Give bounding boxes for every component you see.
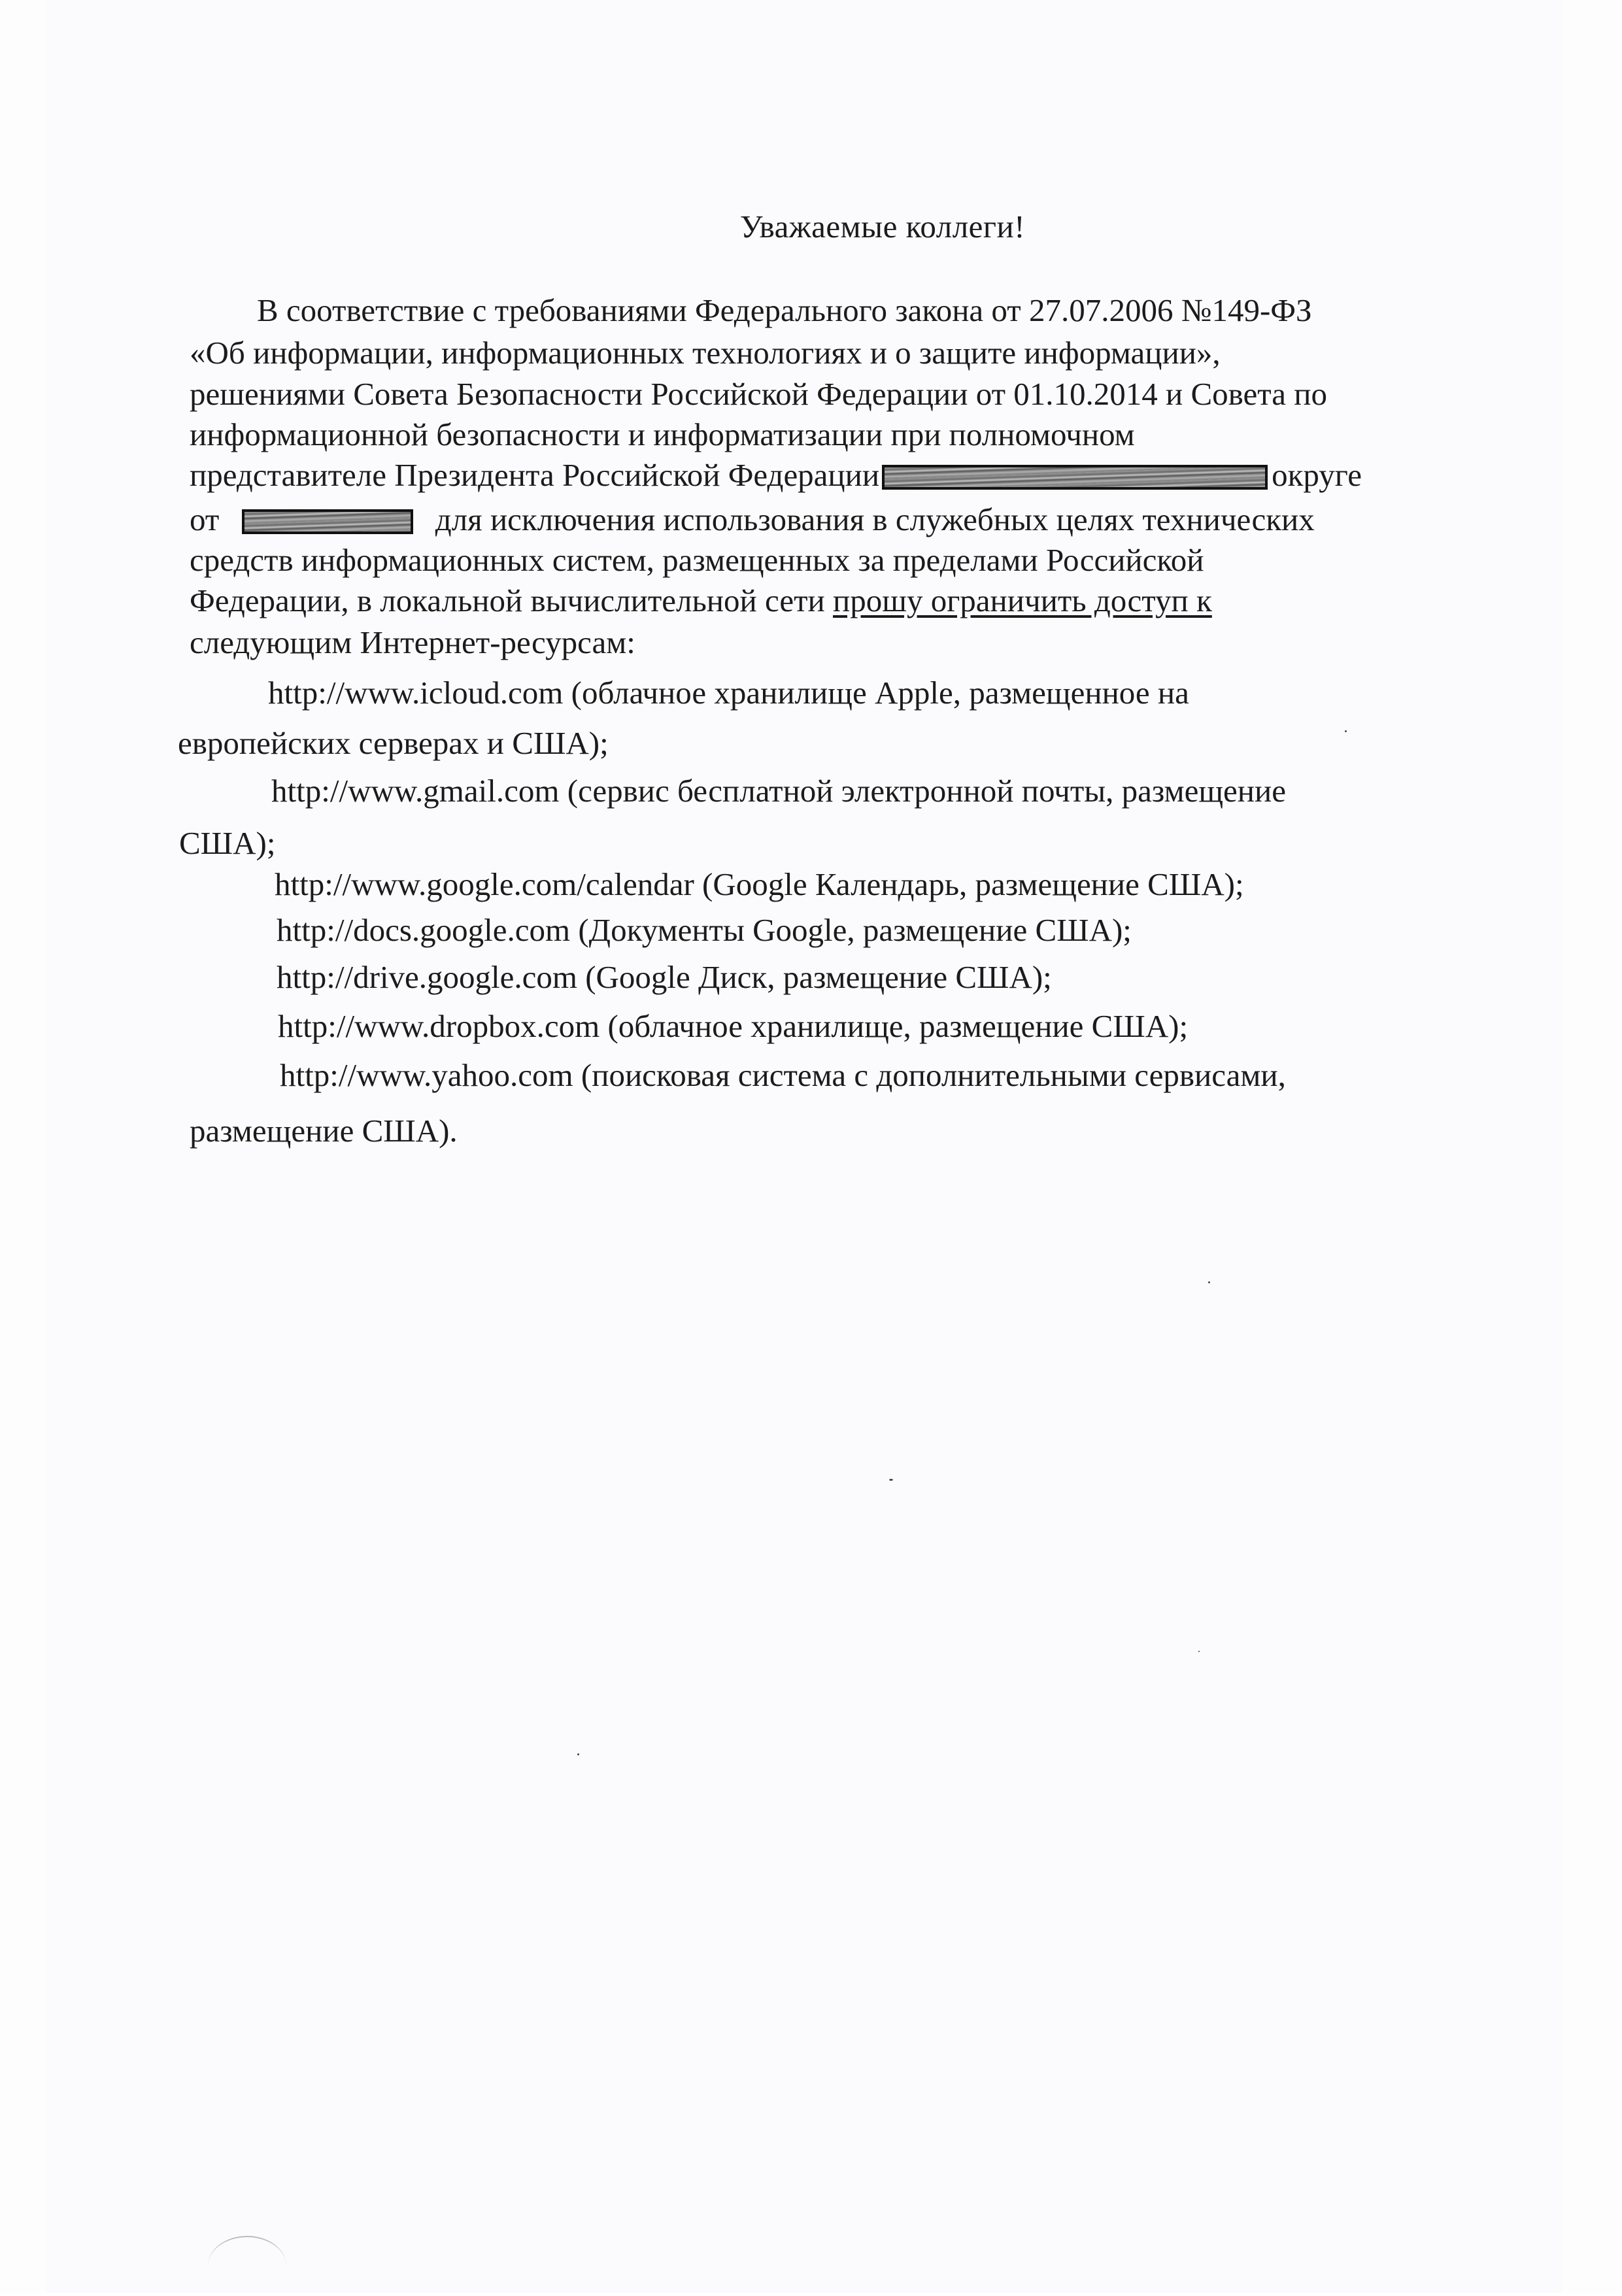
paragraph-line-2-text: «Об информации, информационных технологиях и о защите информации», xyxy=(190,335,1221,371)
paragraph-line-9 xyxy=(190,626,635,658)
redaction-block xyxy=(882,465,1268,490)
scan-speck xyxy=(889,1479,893,1481)
resource-item-dropbox xyxy=(278,1010,1188,1042)
paragraph-line-6 xyxy=(190,503,1520,535)
paragraph-line-7 xyxy=(190,544,1520,576)
resource-url-line: http://www.icloud.com (облачное хранилище Apple, размещенное на xyxy=(268,675,1189,711)
resource-continuation: размещение США). xyxy=(190,1113,458,1149)
resource-item-calendar xyxy=(275,868,1244,900)
resource-item-yahoo xyxy=(280,1059,1529,1091)
resource-item-drive xyxy=(277,961,1052,993)
scan-speck xyxy=(1198,1651,1200,1652)
paragraph-line-3 xyxy=(190,378,1520,410)
paragraph-line-5-before: представителе Президента Российской Федерации xyxy=(190,457,880,493)
scan-speck xyxy=(1208,1281,1210,1283)
paragraph-line-2 xyxy=(190,337,1520,369)
paragraph-line-6-after: для исключения использования в служебных целях технических xyxy=(435,501,1315,537)
resource-url-line: http://www.dropbox.com (облачное хранилище, размещение США); xyxy=(278,1008,1189,1044)
resource-item-gmail xyxy=(271,775,1522,807)
paragraph-line-3-text: решениями Совета Безопасности Российской Федерации от 01.10.2014 и Совета по xyxy=(190,376,1327,412)
paragraph-line-9-text: следующим Интернет-ресурсам: xyxy=(190,624,635,660)
paragraph-line-5-after: округе xyxy=(1272,457,1362,493)
redaction-block xyxy=(242,509,413,534)
letter-greeting: Уважаемые коллеги! xyxy=(739,209,1026,245)
resource-url-line: http://docs.google.com (Документы Google, размещение США); xyxy=(277,912,1132,948)
paragraph-line-5 xyxy=(190,459,1520,491)
scan-speck xyxy=(1345,730,1347,732)
resource-item-icloud-cont xyxy=(178,727,609,759)
paragraph-line-1 xyxy=(257,294,1520,326)
resource-url-line: http://www.gmail.com (сервис бесплатной электронной почты, размещение xyxy=(271,773,1286,809)
resource-item-icloud xyxy=(268,677,1520,709)
resource-item-docs xyxy=(277,914,1132,946)
paragraph-line-8-before: Федерации, в локальной вычислительной сети xyxy=(190,582,825,618)
resource-continuation: европейских серверах и США); xyxy=(178,725,609,761)
resource-url-line: http://drive.google.com (Google Диск, размещение США); xyxy=(277,959,1052,995)
resource-continuation: США); xyxy=(179,825,276,861)
paragraph-line-8 xyxy=(190,584,1520,616)
resource-url-line: http://www.yahoo.com (поисковая система с дополнительными сервисами, xyxy=(280,1057,1286,1093)
paragraph-line-1-text: В соответствие с требованиями Федерального закона от 27.07.2006 №149-ФЗ xyxy=(257,292,1312,328)
paragraph-line-4-text: информационной безопасности и информатизации при полномочном xyxy=(190,416,1135,452)
resource-item-gmail-cont xyxy=(179,827,275,859)
scan-fold-mark xyxy=(208,2236,286,2296)
resource-url-line: http://www.google.com/calendar (Google Календарь, размещение США); xyxy=(275,866,1244,902)
scan-speck xyxy=(577,1753,579,1755)
paragraph-line-6-before: от xyxy=(190,501,220,537)
underlined-request: прошу ограничить доступ к xyxy=(832,582,1212,618)
paragraph-line-4 xyxy=(190,418,1520,450)
resource-item-yahoo-cont xyxy=(190,1115,458,1147)
paragraph-line-7-text: средств информационных систем, размещенных за пределами Российской xyxy=(190,542,1204,578)
